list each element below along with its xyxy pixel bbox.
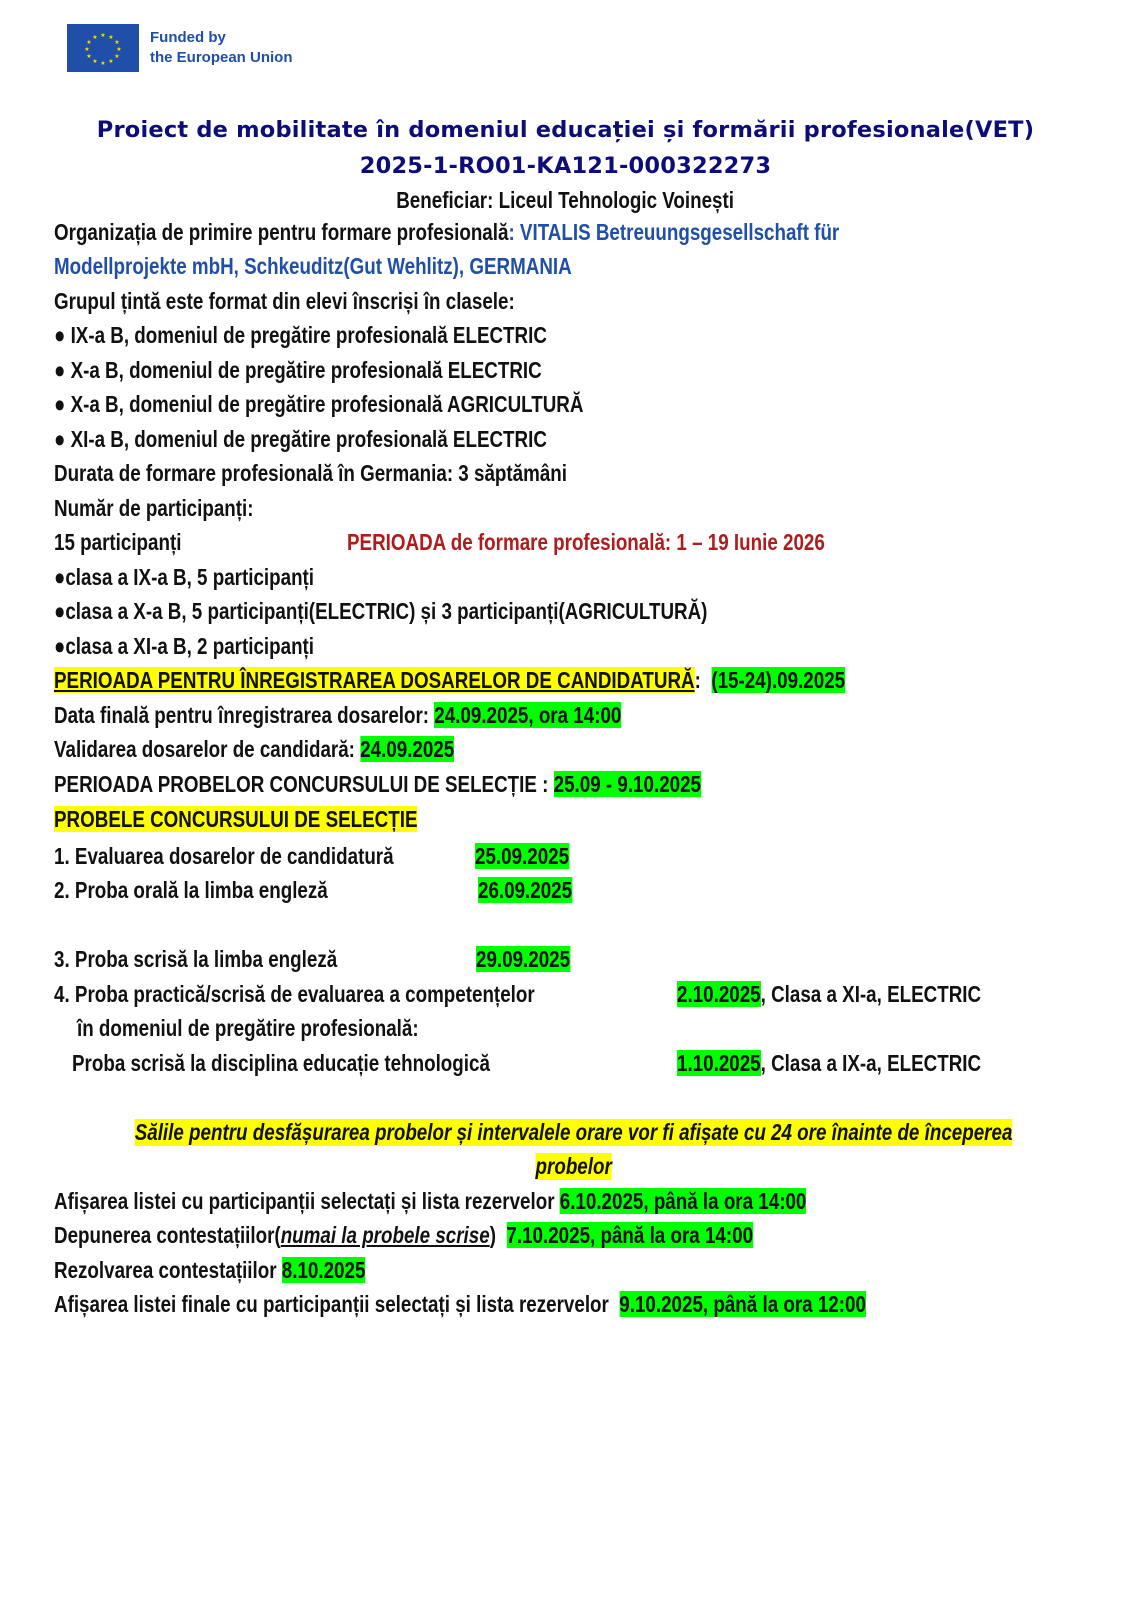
svg-text:★: ★ [92, 58, 98, 65]
svg-text:★: ★ [108, 34, 114, 41]
notice-line-2: probelor [535, 1153, 612, 1179]
test-2-label: 2. Proba orală la limba engleză [54, 877, 328, 903]
test-5-schedule [677, 1050, 981, 1077]
logo-line-2: the European Union [150, 49, 293, 66]
target-class-item: ● IX-a B, domeniul de pregătire profesională ELECTRIC [54, 322, 547, 348]
notice-line-1: Sălile pentru desfășurarea probelor și intervalele orare vor fi afișate cu 24 ore înainte de începerea [134, 1119, 1013, 1145]
eu-funding-logo [67, 24, 293, 72]
test-4-label: 4. Proba practică/scrisă de evaluarea a competențelor [54, 981, 535, 1007]
appeal-note: numai la probele scrise [280, 1222, 490, 1248]
selected-list-value: 6.10.2025, până la ora 14:00 [559, 1188, 807, 1214]
test-1-label: 1. Evaluarea dosarelor de candidatură [54, 843, 394, 869]
selected-list-line [54, 1188, 806, 1215]
target-group-intro: Grupul țintă este format din elevi înscriși în clasele: [54, 288, 515, 314]
target-class-item: ● X-a B, domeniul de pregătire profesională ELECTRIC [54, 357, 542, 383]
test-5-label: Proba scrisă la disciplina educație tehnologică [72, 1050, 490, 1076]
appeal-value: 7.10.2025, până la ora 14:00 [506, 1222, 754, 1248]
participants-total: 15 participanți [54, 529, 182, 555]
training-period: PERIOADA de formare profesională: 1 – 19 Iunie 2026 [347, 529, 825, 555]
appeal-line [54, 1222, 753, 1249]
host-name-2: Modellprojekte mbH, Schkeuditz(Gut Wehlitz), GERMANIA [54, 253, 572, 279]
registration-heading: PERIOADA PENTRU ÎNREGISTRAREA DOSARELOR DE CANDIDATURĂ [54, 667, 695, 693]
selection-period-label: PERIOADA PROBELOR CONCURSULUI DE SELECȚIE : [54, 771, 554, 797]
eu-flag-icon [67, 24, 139, 72]
test-3-label: 3. Proba scrisă la limba engleză [54, 946, 338, 972]
svg-text:★: ★ [92, 34, 98, 41]
selected-list-label: Afișarea listei cu participanții selectați și lista rezervelor [54, 1188, 560, 1214]
test-4-schedule [677, 981, 981, 1008]
resolve-value: 8.10.2025 [281, 1257, 366, 1283]
validation-line [54, 736, 454, 763]
registration-period: (15-24).09.2025 [711, 667, 846, 693]
participant-class-item: ●clasa a IX-a B, 5 participanți [54, 564, 315, 590]
test-5-note: , Clasa a IX-a, ELECTRIC [760, 1050, 982, 1076]
svg-text:★: ★ [84, 46, 90, 53]
project-title: Proiect de mobilitate în domeniul educației și formării profesionale(VET) [96, 117, 1035, 143]
test-2-date: 26.09.2025 [478, 877, 573, 903]
svg-text:★: ★ [86, 39, 92, 46]
host-name-1: : VITALIS Betreuungsgesellschaft für [508, 219, 840, 245]
svg-text:★: ★ [86, 53, 92, 60]
participant-class-item: ●clasa a XI-a B, 2 participanți [54, 633, 315, 659]
registration-deadline-line [54, 702, 621, 729]
final-list-line [54, 1291, 866, 1318]
final-list-label: Afișarea listei finale cu participanții selectați și lista rezervelor [54, 1291, 620, 1317]
test-4-label-continued: în domeniul de pregătire profesională: [77, 1015, 419, 1041]
selection-period-line [54, 771, 701, 798]
svg-text:★: ★ [100, 60, 106, 67]
selection-period-value: 25.09 - 9.10.2025 [553, 771, 702, 797]
test-4-date: 2.10.2025 [677, 981, 761, 1007]
validation-label: Validarea dosarelor de candidară: [54, 736, 361, 762]
host-label: Organizația de primire pentru formare profesională [54, 219, 509, 245]
target-class-item: ● X-a B, domeniul de pregătire profesională AGRICULTURĂ [54, 391, 584, 417]
registration-period-line [54, 667, 845, 694]
svg-text:★: ★ [100, 32, 106, 39]
svg-text:★: ★ [114, 39, 120, 46]
target-class-item: ● XI-a B, domeniul de pregătire profesională ELECTRIC [54, 426, 547, 452]
test-5-date: 1.10.2025 [677, 1050, 761, 1076]
beneficiary: Beneficiar: Liceul Tehnologic Voinești [396, 187, 735, 213]
appeal-label: Depunerea contestațiilor( [54, 1222, 281, 1248]
validation-value: 24.09.2025 [360, 736, 455, 762]
resolve-line [54, 1257, 365, 1284]
test-1-date: 25.09.2025 [475, 843, 570, 869]
deadline-label: Data finală pentru înregistrarea dosarelor: [54, 702, 435, 728]
final-list-value: 9.10.2025, până la ora 12:00 [619, 1291, 866, 1317]
tests-heading: PROBELE CONCURSULUI DE SELECȚIE [54, 806, 418, 832]
test-3-date: 29.09.2025 [476, 946, 571, 972]
svg-text:★: ★ [108, 58, 114, 65]
resolve-label: Rezolvarea contestațiilor [54, 1257, 282, 1283]
svg-text:★: ★ [116, 46, 122, 53]
participant-class-item: ●clasa a X-a B, 5 participanți(ELECTRIC) și 3 participanți(AGRICULTURĂ) [54, 598, 708, 624]
participants-label: Număr de participanți: [54, 495, 254, 521]
tests-heading-line [54, 806, 418, 833]
svg-text:★: ★ [114, 53, 120, 60]
host-organization-line-1 [54, 219, 839, 246]
registration-colon: : [694, 667, 701, 693]
test-4-note: , Clasa a XI-a, ELECTRIC [760, 981, 982, 1007]
project-code: 2025-1-RO01-KA121-000322273 [359, 153, 772, 179]
logo-line-1: Funded by [150, 29, 226, 46]
deadline-value: 24.09.2025, ora 14:00 [434, 702, 622, 728]
training-duration: Durata de formare profesională în Germania: 3 săptămâni [54, 460, 567, 486]
appeal-close: ) [489, 1222, 507, 1248]
